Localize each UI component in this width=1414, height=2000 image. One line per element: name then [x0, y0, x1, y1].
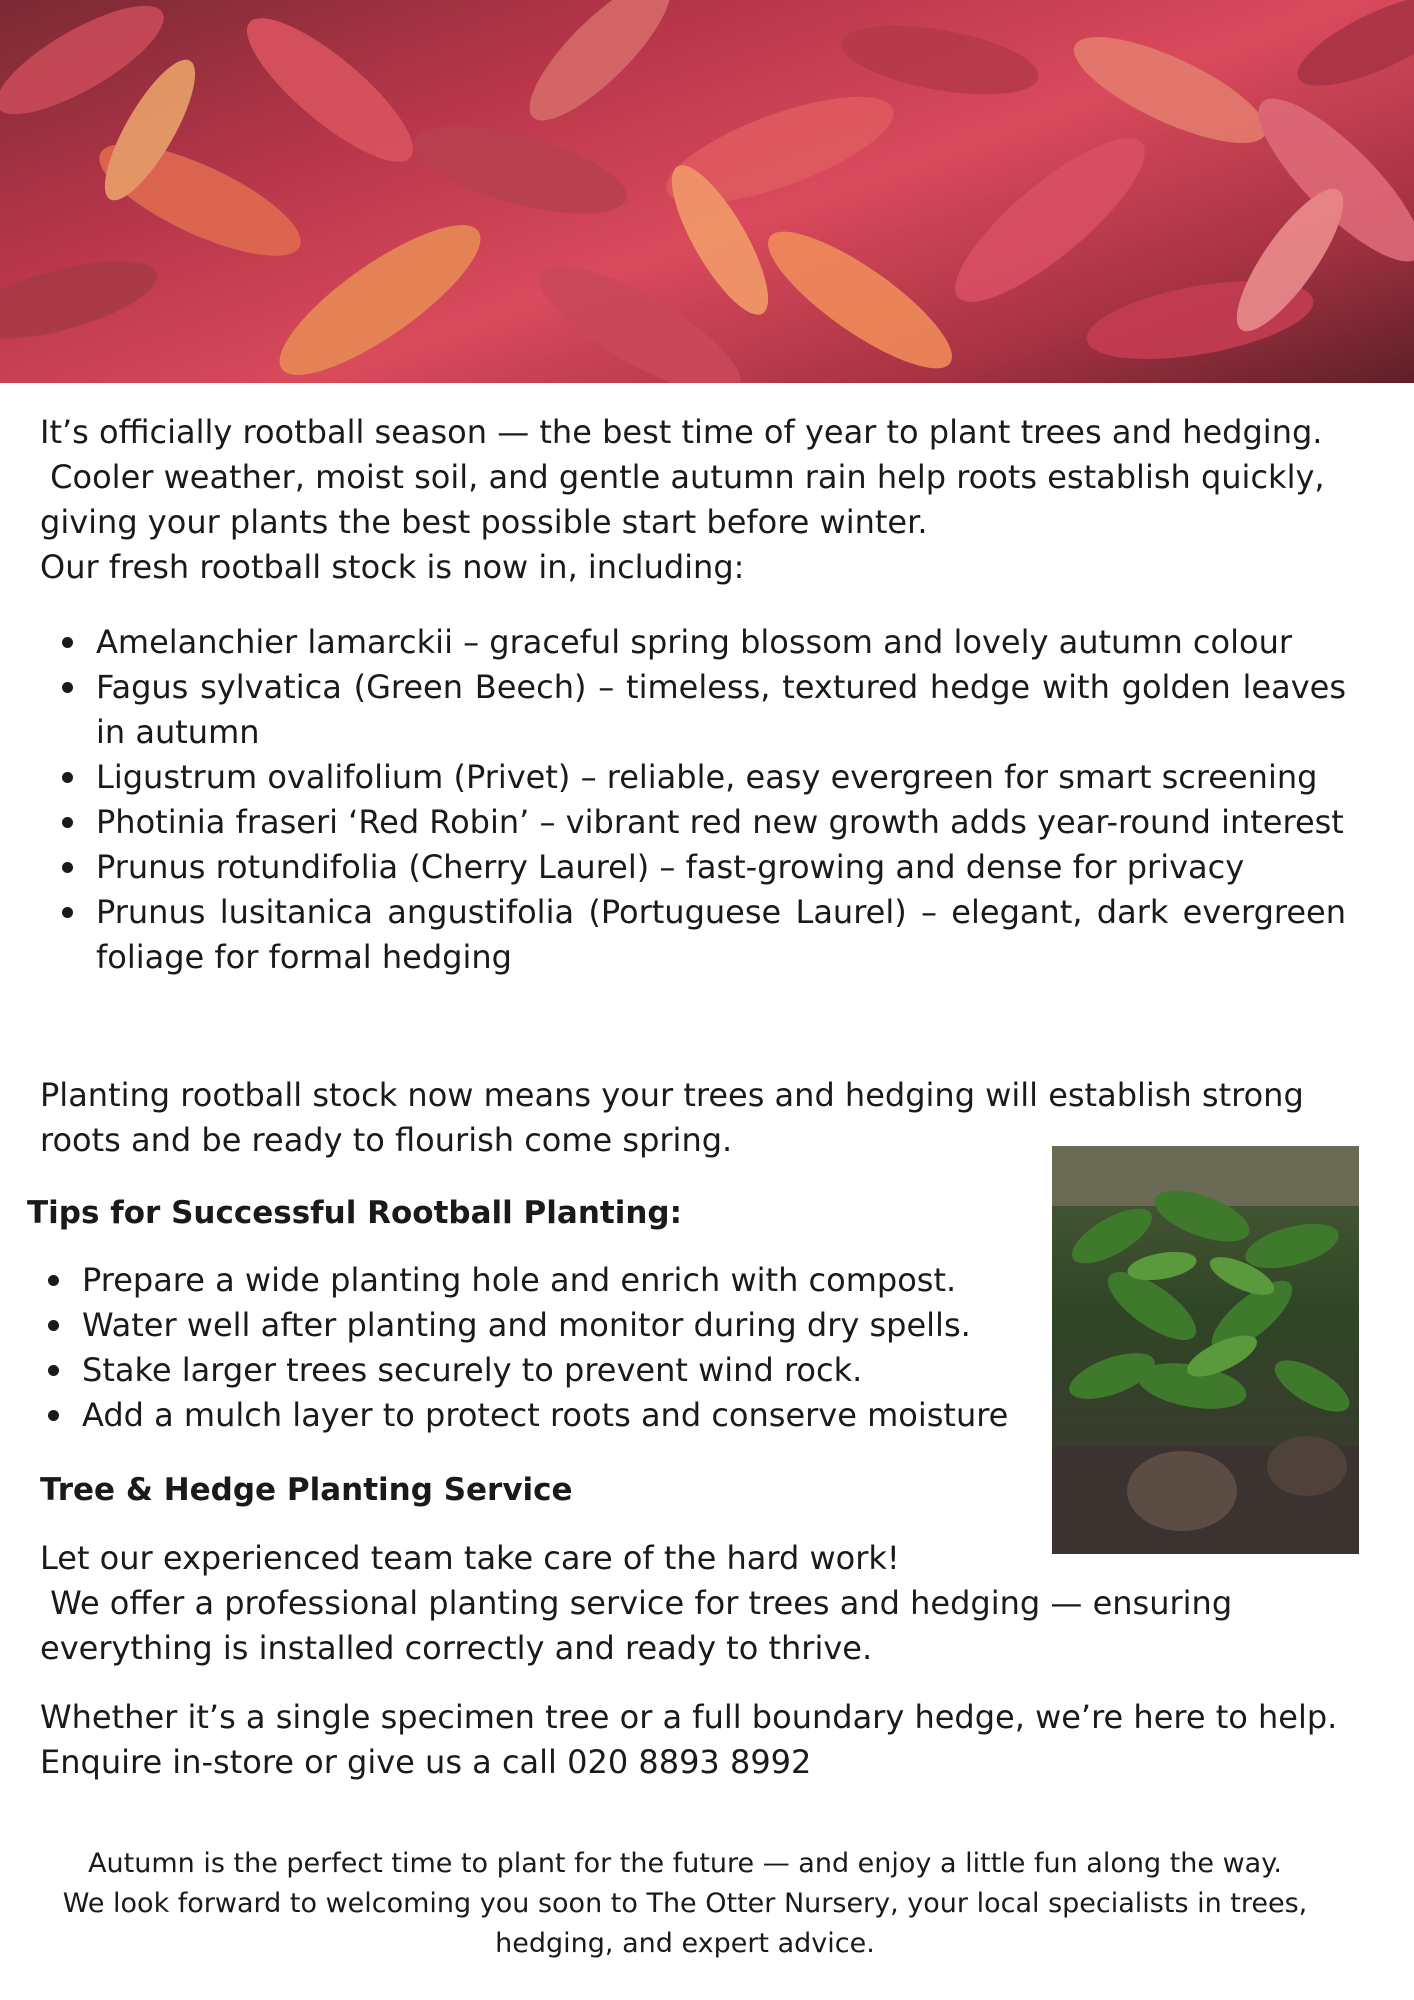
footer-message	[40, 1844, 1330, 1964]
intro-line-2: Cooler weather, moist soil, and gentle autumn rain help roots establish quickly, giving your plants the best possible start before winter.	[40, 458, 1325, 541]
service-line-2: We offer a professional planting service for trees and hedging — ensuring everything is installed correctly and ready to thrive.	[40, 1584, 1233, 1667]
list-item: Prunus lusitanica angustifolia (Portuguese Laurel) – elegant, dark evergreen foliage for formal hedging	[40, 890, 1346, 980]
tips-heading: Tips for Successful Rootball Planting:	[27, 1195, 682, 1231]
service-line-1: Let our experienced team take care of the hard work!	[40, 1539, 900, 1577]
tips-list	[26, 1258, 1046, 1438]
list-item: Add a mulch layer to protect roots and conserve moisture	[26, 1393, 1046, 1438]
intro-line-1: It’s officially rootball season — the best time of year to plant trees and hedging.	[40, 413, 1323, 451]
list-item: Amelanchier lamarckii – graceful spring blossom and lovely autumn colour	[40, 620, 1346, 665]
cherry-laurel-rootball-icon	[1052, 1146, 1359, 1554]
enquire-paragraph	[40, 1695, 1380, 1785]
list-item: Prepare a wide planting hole and enrich with compost.	[26, 1258, 1046, 1303]
service-line-3: Whether it’s a single specimen tree or a full boundary hedge, we’re here to help.	[40, 1698, 1338, 1736]
closing-text: Planting rootball stock now means your trees and hedging will establish strong roots and be ready to flourish come spring.	[40, 1076, 1304, 1159]
footer-line-2: We look forward to welcoming you soon to The Otter Nursery, your local specialists in trees, hedging, and expert advice.	[62, 1888, 1308, 1959]
list-item: Fagus sylvatica (Green Beech) – timeless, textured hedge with golden leaves in autumn	[40, 665, 1346, 755]
list-item: Stake larger trees securely to prevent wind rock.	[26, 1348, 1046, 1393]
list-item: Ligustrum ovalifolium (Privet) – reliable, easy evergreen for smart screening	[40, 755, 1346, 800]
laurel-rootball-photo	[1052, 1146, 1359, 1554]
hero-photo	[0, 0, 1414, 383]
rootball-plant-list	[40, 620, 1346, 980]
list-item: Prunus rotundifolia (Cherry Laurel) – fast-growing and dense for privacy	[40, 845, 1346, 890]
contact-line: Enquire in-store or give us a call 020 8893 8992	[40, 1743, 812, 1781]
footer-line-1: Autumn is the perfect time to plant for the future — and enjoy a little fun along the way.	[88, 1848, 1282, 1879]
list-item: Photinia fraseri ‘Red Robin’ – vibrant red new growth adds year-round interest	[40, 800, 1346, 845]
photinia-red-leaves-icon	[0, 0, 1414, 383]
service-heading: Tree & Hedge Planting Service	[40, 1472, 573, 1508]
intro-line-3: Our fresh rootball stock is now in, including:	[40, 548, 745, 586]
service-paragraph	[40, 1536, 1380, 1671]
list-item: Water well after planting and monitor during dry spells.	[26, 1303, 1046, 1348]
intro-paragraph	[40, 410, 1360, 590]
